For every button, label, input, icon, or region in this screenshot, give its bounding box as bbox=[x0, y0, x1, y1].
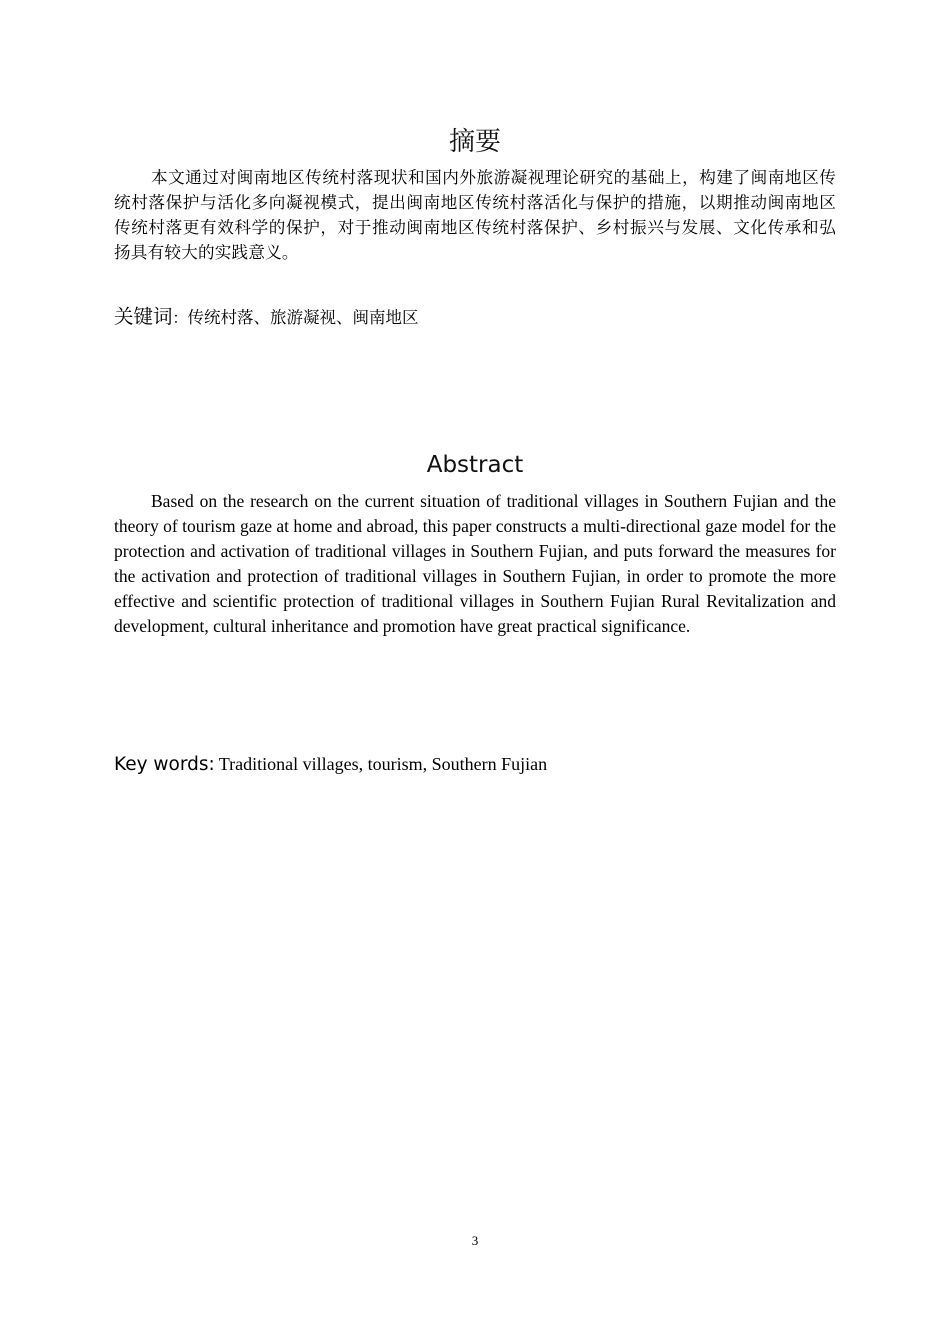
chinese-keywords-label: 关键词 bbox=[114, 305, 173, 328]
english-keywords-line bbox=[114, 750, 836, 780]
english-abstract-heading: Abstract bbox=[426, 452, 524, 478]
chinese-keywords-line bbox=[114, 302, 836, 334]
page-number: 3 bbox=[471, 1233, 479, 1248]
english-keywords-values: Traditional villages, tourism, Southern Fujian bbox=[218, 754, 548, 774]
english-abstract-body: Based on the research on the current situation of traditional villages in Southern Fujian and the theory of tourism gaze at home and abroad, this paper constructs a multi-directional gaze model for the protection and activation of traditional villages in Southern Fujian, and puts forward the measures for the activation and protection of traditional villages in Southern Fujian, in order to promote the more effective and scientific protection of traditional villages in Southern Fujian Rural Revitalization and development, cultural inheritance and promotion have great practical significance. bbox=[114, 491, 836, 636]
english-keywords-label: Key words: bbox=[114, 754, 215, 775]
chinese-abstract-heading: 摘要 bbox=[448, 127, 501, 157]
chinese-abstract-body: 本文通过对闽南地区传统村落现状和国内外旅游凝视理论研究的基础上，构建了闽南地区传统村落保护与活化多向凝视模式，提出闽南地区传统村落活化与保护的措施，以期推动闽南地区传统村落更有效科学的保护，对于推动闽南地区传统村落保护、乡村振兴与发展、文化传承和弘扬具有较大的实践意义。 bbox=[114, 168, 836, 262]
chinese-keywords-separator: ： bbox=[172, 309, 188, 327]
chinese-keywords-values: 传统村落、旅游凝视、闽南地区 bbox=[187, 308, 419, 327]
